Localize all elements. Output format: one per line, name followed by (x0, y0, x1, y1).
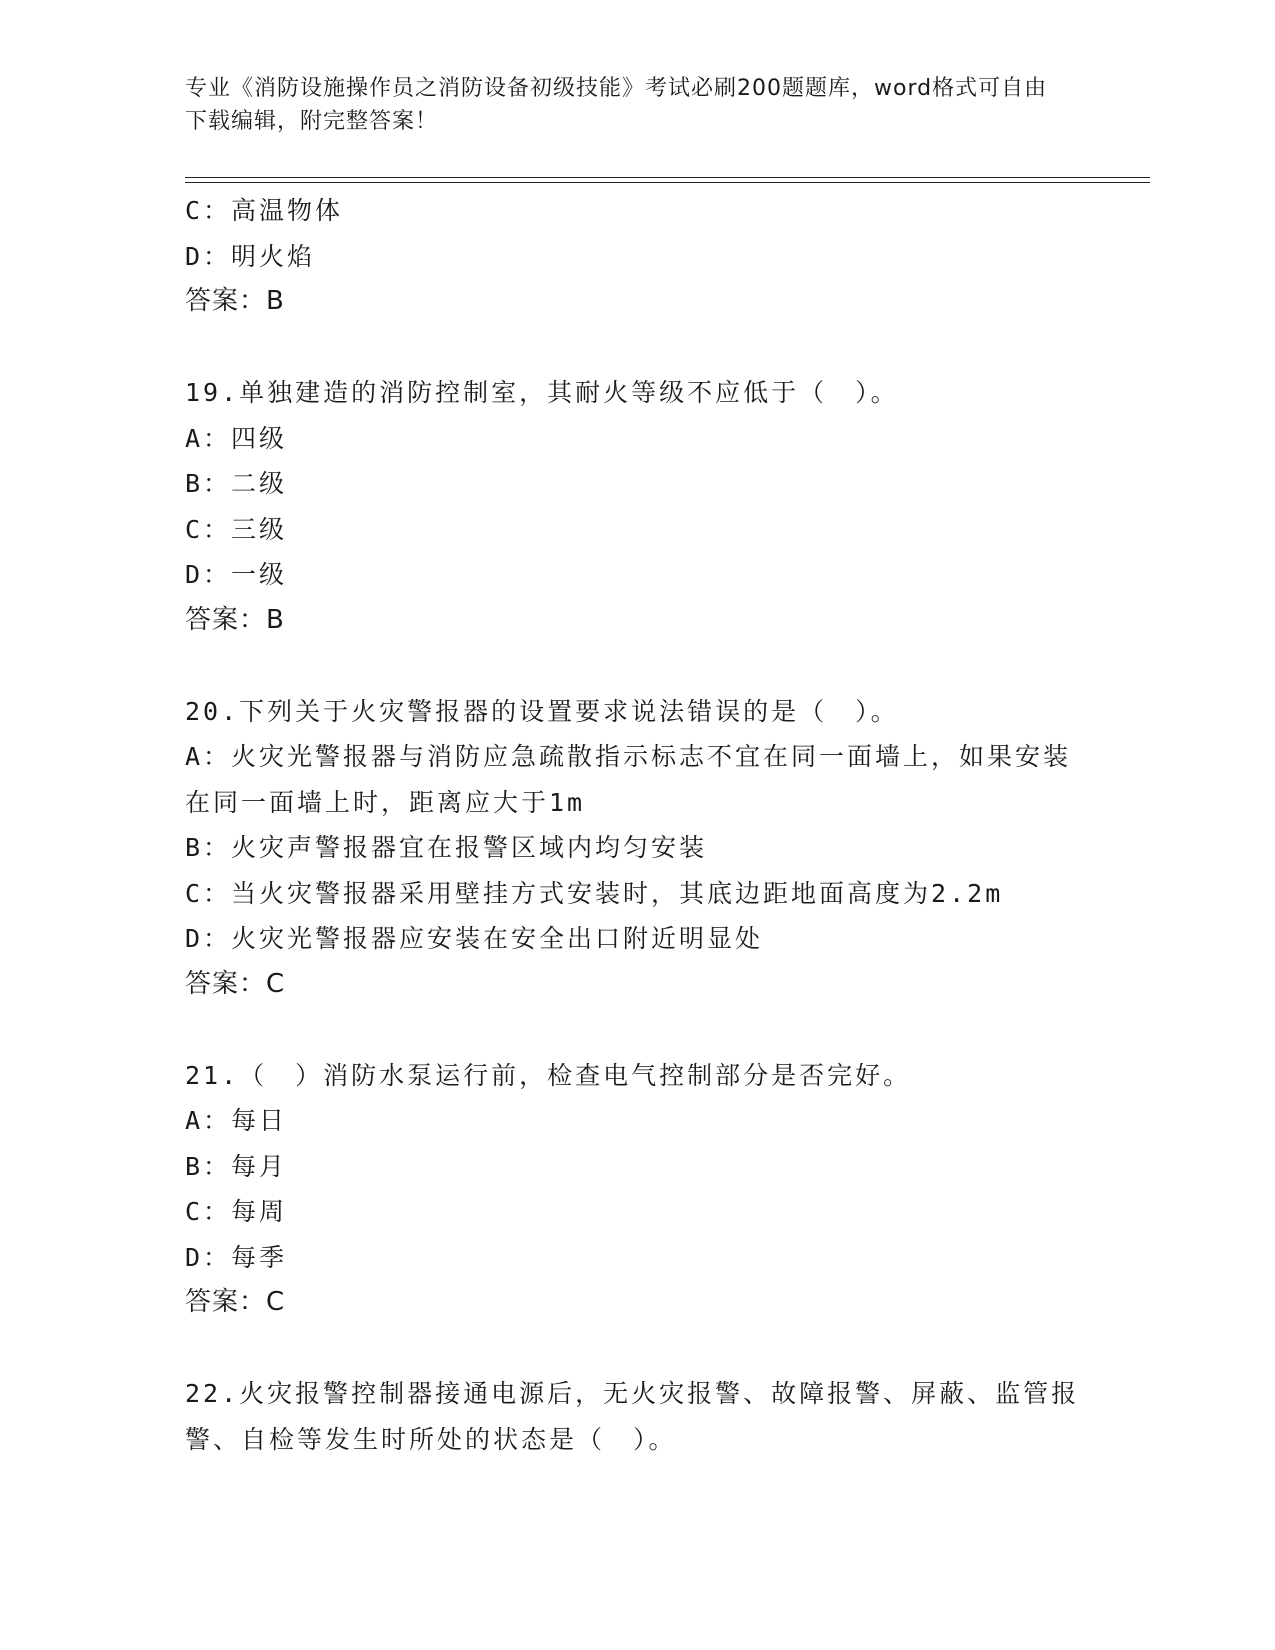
option-c: C：三级 (185, 514, 288, 544)
answer: 答案：C (185, 968, 286, 999)
question-stem: 19.单独建造的消防控制室，其耐火等级不应低于（ ）。 (185, 378, 899, 407)
option-b: B：火灾声警报器宜在报警区域内均匀安装 (185, 833, 708, 862)
answer: 答案：C (185, 1287, 286, 1317)
spacer (185, 643, 1085, 689)
option-a: A：每日 (185, 1106, 288, 1135)
spacer (185, 1007, 1085, 1053)
option-d: D：明火焰 (185, 241, 316, 271)
continued-question (185, 188, 1085, 325)
option-d: D：每季 (185, 1242, 288, 1272)
question-stem: 21.（ ）消防水泵运行前，检查电气控制部分是否完好。 (185, 1060, 912, 1090)
answer: 答案：B (185, 286, 285, 316)
header-rule-bottom (185, 182, 1150, 183)
spacer (185, 1326, 1085, 1372)
question-21 (185, 1053, 1085, 1326)
option-a: A：四级 (185, 423, 288, 453)
question-stem: 20.下列关于火灾警报器的设置要求说法错误的是（ ）。 (185, 696, 899, 726)
option-b: B：二级 (185, 469, 288, 498)
header-rule-top (185, 177, 1150, 178)
question-list (185, 188, 1085, 1462)
question-19 (185, 370, 1085, 643)
option-b: B：每月 (185, 1151, 288, 1181)
option-d: D：一级 (185, 560, 288, 589)
option-c: C：每周 (185, 1197, 288, 1226)
spacer (185, 325, 1085, 371)
option-c: C：当火灾警报器采用壁挂方式安装时，其底边距地面高度为2.2m (185, 878, 1004, 908)
option-d: D：火灾光警报器应安装在安全出口附近明显处 (185, 924, 764, 953)
question-22 (185, 1371, 1085, 1462)
option-c: C：高温物体 (185, 196, 344, 225)
question-20 (185, 689, 1085, 1008)
option-a: A：火灾光警报器与消防应急疏散指示标志不宜在同一面墙上，如果安装在同一面墙上时，距离应大于1m (185, 742, 1072, 817)
answer: 答案：B (185, 604, 285, 635)
question-stem: 22.火灾报警控制器接通电源后，无火灾报警、故障报警、屏蔽、监管报警、自检等发生时所处的状态是（ ）。 (185, 1379, 1080, 1454)
document-header: 专业《消防设施操作员之消防设备初级技能》考试必刷200题题库，word格式可自由下载编辑，附完整答案！ (185, 76, 1048, 134)
